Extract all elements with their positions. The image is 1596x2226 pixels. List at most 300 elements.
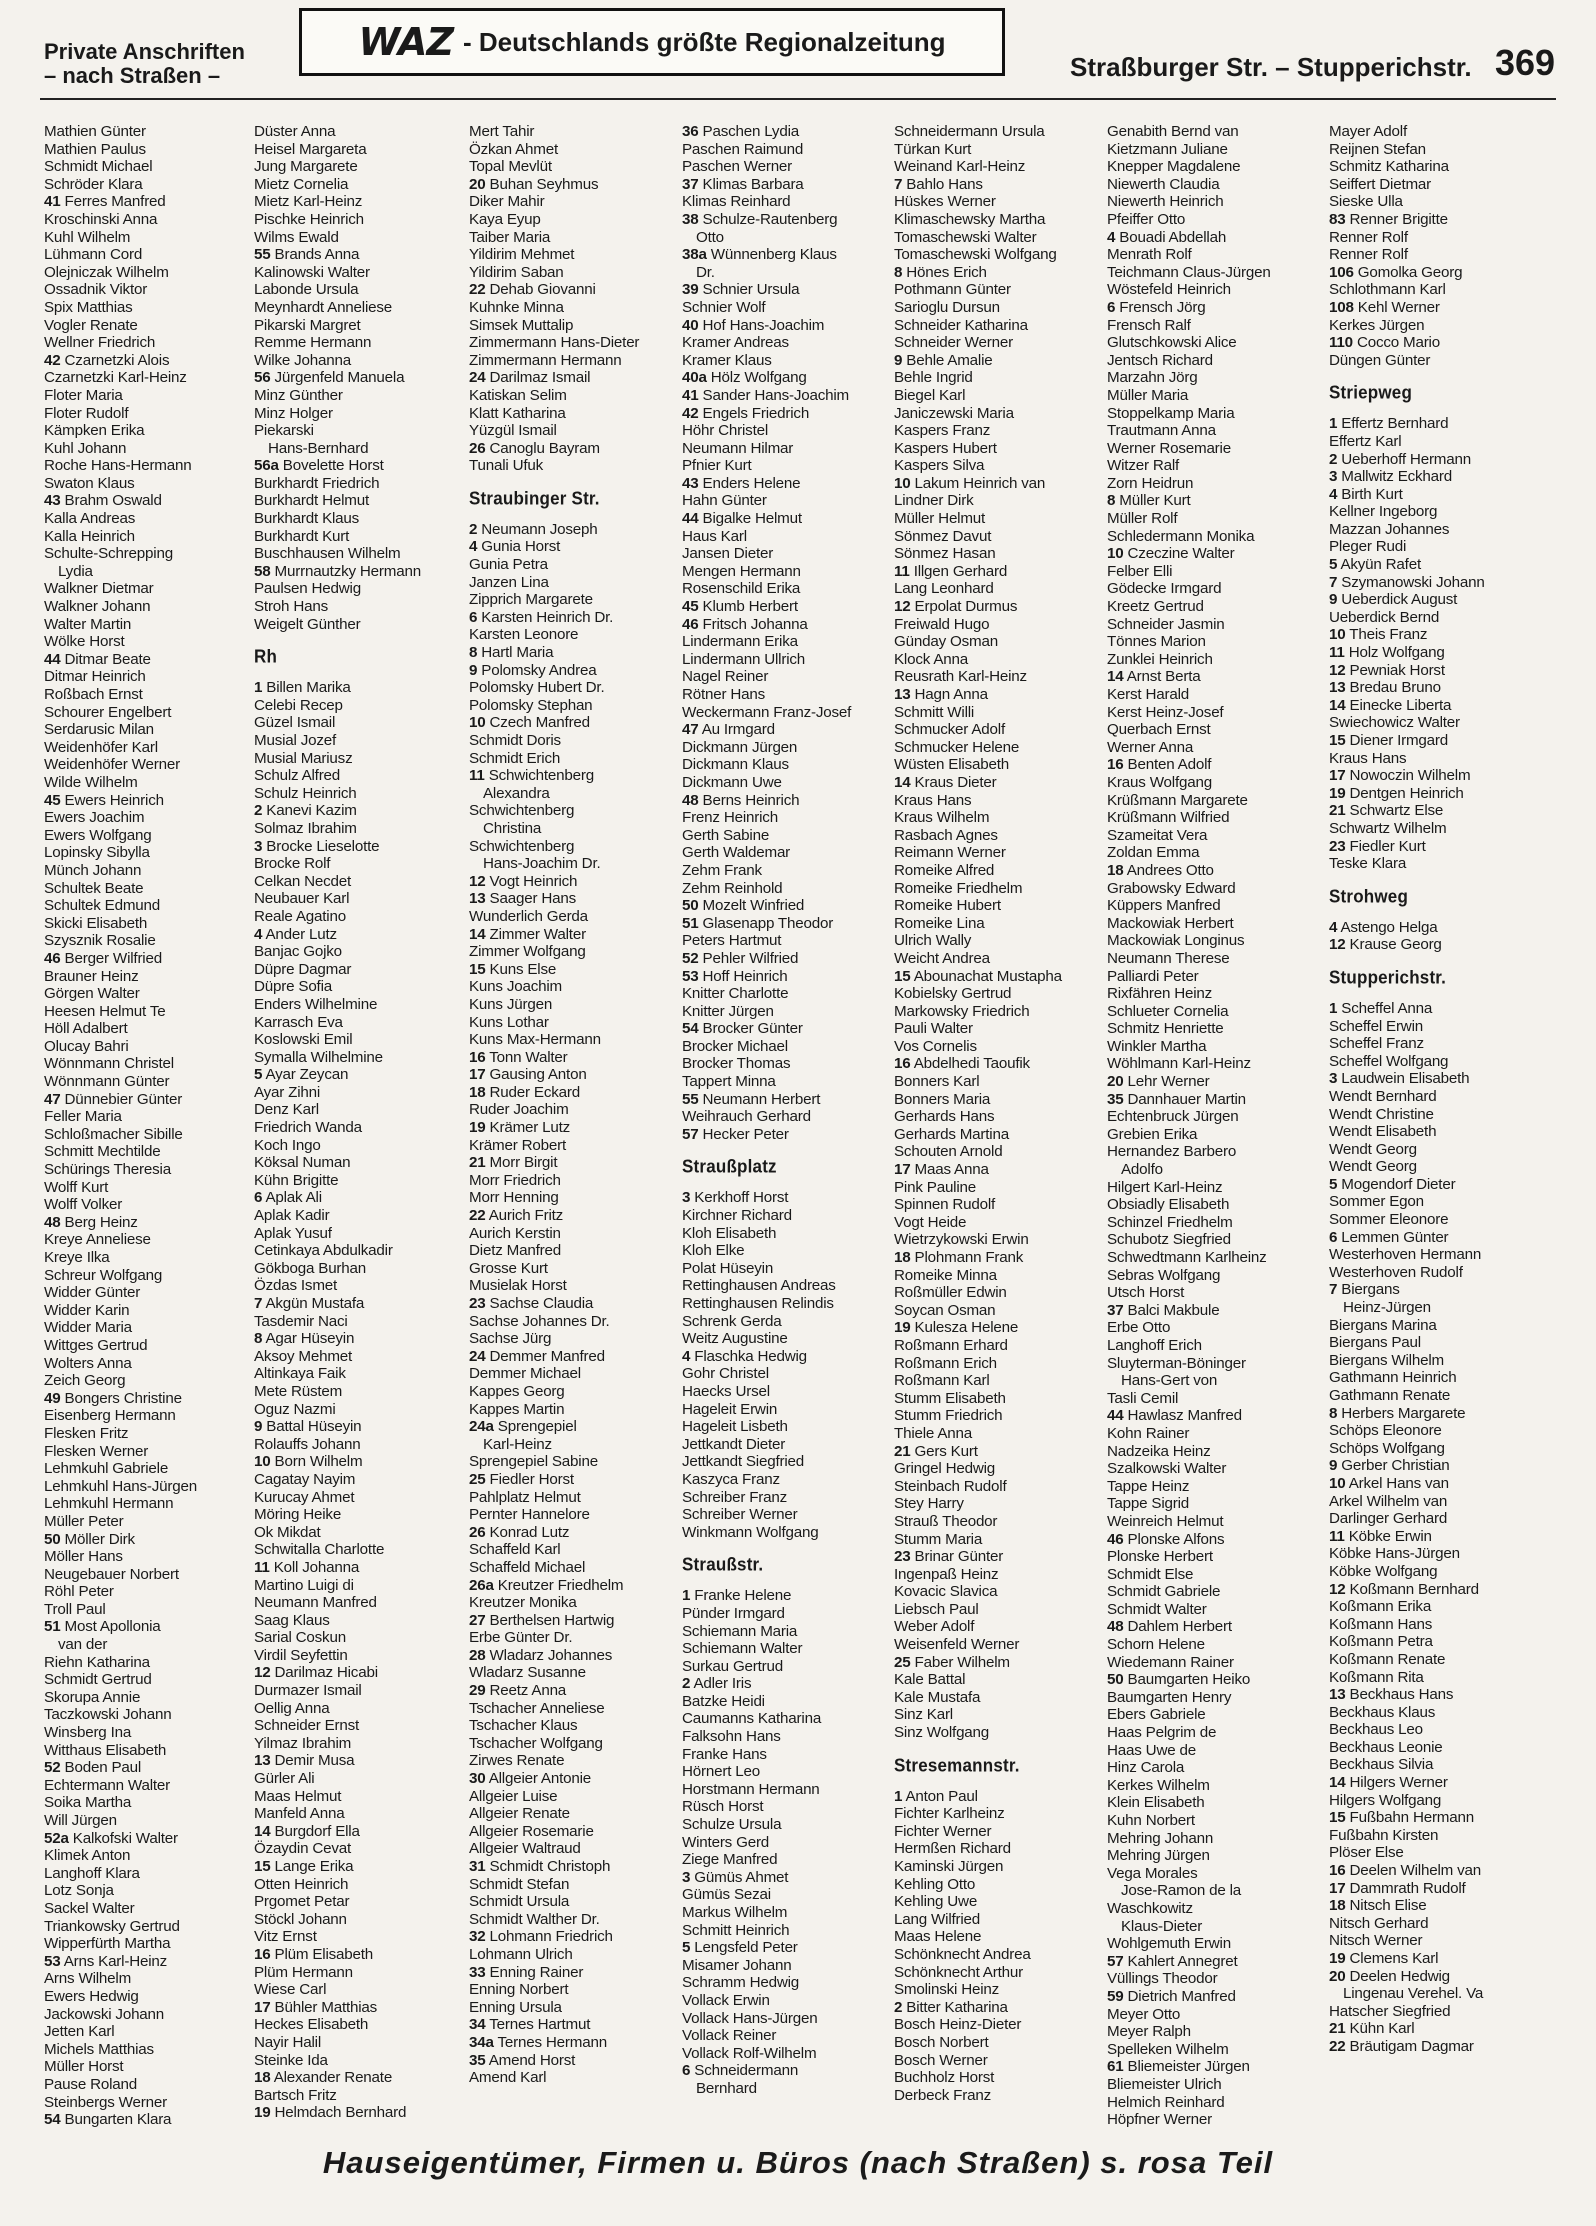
house-number: 30 bbox=[469, 1770, 486, 1788]
house-number: 35 bbox=[469, 2051, 486, 2069]
street-heading: Stupperichstr. bbox=[1329, 966, 1447, 988]
resident-name: Riehn Katharina bbox=[44, 1653, 150, 1671]
resident-name: Markus Wilhelm bbox=[682, 1904, 788, 1921]
directory-entry bbox=[469, 1049, 677, 1067]
directory-entry bbox=[1329, 1915, 1537, 1933]
directory-entry bbox=[894, 932, 1102, 950]
resident-name: Thiele Anna bbox=[894, 1424, 973, 1442]
resident-name: Berthelsen Hartwig bbox=[489, 1611, 615, 1629]
resident-name: Winters Gerd bbox=[682, 1833, 770, 1851]
resident-name: Wendt Georg bbox=[1329, 1158, 1417, 1176]
resident-name: Wendt Bernhard bbox=[1329, 1087, 1437, 1105]
directory-entry bbox=[682, 281, 890, 299]
directory-entry bbox=[1107, 1900, 1315, 1918]
directory-entry bbox=[682, 1365, 890, 1383]
directory-entry bbox=[469, 1876, 677, 1894]
resident-name: Schmucker Adolf bbox=[894, 721, 1005, 739]
resident-name: Kraus Dieter bbox=[914, 773, 997, 791]
house-number: 16 bbox=[1107, 756, 1124, 774]
directory-entry bbox=[254, 714, 462, 732]
directory-entry bbox=[894, 176, 1102, 194]
directory-entry bbox=[254, 176, 462, 194]
resident-name: Szalkowski Walter bbox=[1107, 1460, 1227, 1478]
resident-name: Erpolat Durmus bbox=[914, 598, 1018, 616]
directory-entry bbox=[254, 1788, 462, 1806]
resident-name: Zeich Georg bbox=[44, 1372, 126, 1390]
directory-entry bbox=[682, 1506, 890, 1524]
house-number: 18 bbox=[894, 1249, 911, 1266]
resident-name: Simsek Muttalip bbox=[469, 316, 574, 334]
directory-column bbox=[1107, 123, 1315, 2129]
directory-entry bbox=[44, 1478, 252, 1496]
directory-entry bbox=[469, 978, 677, 996]
resident-name: Reijnen Stefan bbox=[1329, 140, 1426, 158]
directory-entry bbox=[1107, 1302, 1315, 1320]
directory-entry bbox=[1107, 633, 1315, 651]
directory-entry bbox=[469, 2052, 677, 2070]
directory-column bbox=[254, 123, 462, 2122]
resident-name: Ziege Manfred bbox=[682, 1851, 778, 1869]
resident-name: Wönnmann Günter bbox=[44, 1073, 170, 1091]
house-number: 10 bbox=[469, 714, 486, 732]
resident-name: Zorn Heidrun bbox=[1107, 474, 1194, 492]
resident-name: Stoppelkamp Maria bbox=[1107, 404, 1235, 422]
directory-entry bbox=[469, 246, 677, 264]
house-number: 26 bbox=[469, 1523, 486, 1541]
directory-entry bbox=[469, 1664, 677, 1682]
directory-entry bbox=[44, 668, 252, 686]
resident-name: Lehr Werner bbox=[1127, 1073, 1210, 1091]
directory-entry bbox=[254, 475, 462, 493]
resident-name: Tschacher Anneliese bbox=[469, 1699, 605, 1717]
resident-name: Kobielsky Gertrud bbox=[894, 985, 1012, 1003]
resident-name: Demmer Michael bbox=[469, 1365, 581, 1383]
resident-name: Wilke Johanna bbox=[254, 351, 352, 369]
directory-entry bbox=[1329, 1827, 1537, 1845]
directory-entry bbox=[254, 1506, 462, 1524]
resident-name: Vollack Rolf-Wilhelm bbox=[682, 2044, 817, 2062]
resident-name: Brocker Michael bbox=[682, 1037, 788, 1055]
directory-entry bbox=[894, 1267, 1102, 1285]
resident-name: Vüllings Theodor bbox=[1107, 1970, 1218, 1988]
directory-entry bbox=[254, 961, 462, 979]
resident-name: Kahlert Annegret bbox=[1127, 1952, 1238, 1970]
resident-name: Vollack Hans-Jürgen bbox=[682, 2009, 818, 2027]
directory-entry bbox=[682, 1471, 890, 1489]
resident-name: Solmaz Ibrahim bbox=[254, 819, 357, 837]
directory-entry bbox=[894, 844, 1102, 862]
directory-entry bbox=[1329, 468, 1537, 486]
directory-entry bbox=[44, 1794, 252, 1812]
directory-entry bbox=[682, 176, 890, 194]
directory-columns bbox=[44, 123, 1564, 2133]
directory-entry bbox=[682, 1763, 890, 1781]
resident-name: Aplak Ali bbox=[265, 1189, 322, 1207]
directory-entry bbox=[44, 264, 252, 282]
resident-name: Maas Helene bbox=[894, 1928, 982, 1946]
house-number: 45 bbox=[682, 598, 699, 616]
directory-entry bbox=[1329, 1070, 1537, 1088]
resident-name: Topal Mevlüt bbox=[469, 158, 552, 176]
directory-entry bbox=[254, 1946, 462, 1964]
directory-entry bbox=[469, 1788, 677, 1806]
house-number: 9 bbox=[894, 351, 903, 369]
resident-name: Hüskes Werner bbox=[894, 193, 996, 211]
resident-name: Kaspers Hubert bbox=[894, 439, 997, 457]
resident-name: Wellner Friedrich bbox=[44, 334, 156, 352]
directory-entry bbox=[44, 299, 252, 317]
resident-name: Wunderlich Gerda bbox=[469, 907, 588, 925]
resident-name: Echtermann Walter bbox=[44, 1776, 171, 1794]
resident-name: Gökboga Burhan bbox=[254, 1259, 367, 1277]
resident-name: Walter Martin bbox=[44, 615, 132, 633]
resident-name: Kerst Heinz-Josef bbox=[1107, 703, 1224, 721]
directory-entry bbox=[1107, 1865, 1315, 1883]
directory-entry bbox=[682, 880, 890, 898]
house-number: 19 bbox=[469, 1119, 486, 1137]
directory-entry bbox=[469, 1524, 677, 1542]
house-number: 23 bbox=[1329, 837, 1346, 855]
resident-name: Koßmann Hans bbox=[1329, 1615, 1433, 1633]
directory-entry bbox=[469, 1506, 677, 1524]
directory-entry bbox=[469, 890, 677, 908]
resident-name: Walkner Dietmar bbox=[44, 580, 154, 598]
directory-entry bbox=[682, 598, 890, 616]
directory-entry bbox=[1107, 281, 1315, 299]
resident-name: Kühn Brigitte bbox=[254, 1171, 339, 1189]
resident-name: Birth Kurt bbox=[1341, 485, 1403, 503]
resident-name: Roßmann Karl bbox=[894, 1372, 990, 1390]
directory-entry bbox=[894, 1073, 1102, 1091]
directory-entry bbox=[44, 211, 252, 229]
house-number: 22 bbox=[469, 281, 486, 299]
house-number: 44 bbox=[682, 510, 699, 528]
resident-name: Abounachat Mustapha bbox=[913, 967, 1062, 985]
directory-entry bbox=[1107, 563, 1315, 581]
resident-name: Allgeier Renate bbox=[469, 1805, 570, 1823]
resident-name: Roßmann Erich bbox=[894, 1354, 997, 1372]
directory-entry bbox=[1329, 2020, 1537, 2038]
resident-name: Maas Helmut bbox=[254, 1787, 342, 1805]
directory-entry bbox=[894, 475, 1102, 493]
directory-entry bbox=[1107, 1847, 1315, 1865]
house-number: 57 bbox=[1107, 1952, 1124, 1970]
resident-name: Serdarusic Milan bbox=[44, 721, 154, 739]
resident-name: Stey Harry bbox=[894, 1495, 964, 1513]
resident-name: Kuns Joachim bbox=[469, 978, 562, 996]
resident-name: Wüsten Elisabeth bbox=[894, 756, 1009, 774]
resident-name: Rolauffs Johann bbox=[254, 1435, 361, 1453]
directory-entry bbox=[254, 1541, 462, 1559]
resident-name: Freiwald Hugo bbox=[894, 615, 990, 633]
directory-entry bbox=[469, 141, 677, 159]
resident-name: Gathmann Heinrich bbox=[1329, 1369, 1457, 1387]
house-number: 19 bbox=[1329, 784, 1346, 802]
resident-name: Jettkandt Siegfried bbox=[682, 1453, 804, 1471]
directory-entry bbox=[682, 1675, 890, 1693]
resident-name: Klock Anna bbox=[894, 650, 968, 668]
resident-name: Neumann Therese bbox=[1107, 949, 1230, 967]
directory-entry bbox=[254, 1225, 462, 1243]
resident-name: Kehl Werner bbox=[1357, 298, 1440, 316]
resident-name: Skicki Elisabeth bbox=[44, 914, 148, 932]
directory-entry bbox=[894, 1689, 1102, 1707]
directory-entry bbox=[469, 211, 677, 229]
directory-entry bbox=[1329, 1985, 1537, 2003]
resident-name: Plöser Else bbox=[1329, 1844, 1404, 1862]
resident-name: Kraus Hans bbox=[894, 791, 972, 809]
directory-entry bbox=[44, 334, 252, 352]
directory-entry bbox=[682, 1313, 890, 1331]
directory-entry bbox=[1107, 651, 1315, 669]
directory-entry bbox=[894, 1126, 1102, 1144]
resident-name: Musial Jozef bbox=[254, 732, 337, 749]
directory-entry bbox=[1329, 538, 1537, 556]
directory-entry bbox=[469, 369, 677, 387]
resident-name: Pünder Irmgard bbox=[682, 1604, 785, 1622]
resident-name: Müller Kurt bbox=[1119, 492, 1191, 510]
resident-name: Enning Rainer bbox=[489, 1963, 584, 1981]
directory-entry bbox=[254, 1365, 462, 1383]
resident-name: Schultek Edmund bbox=[44, 897, 161, 915]
directory-entry bbox=[1107, 2041, 1315, 2059]
directory-entry bbox=[894, 1601, 1102, 1619]
directory-entry bbox=[1329, 609, 1537, 627]
directory-entry bbox=[682, 1277, 890, 1295]
house-number: 15 bbox=[469, 960, 486, 978]
resident-name: Zimmermann Hans-Dieter bbox=[469, 334, 640, 352]
directory-entry bbox=[1107, 686, 1315, 704]
resident-name: Mathien Paulus bbox=[44, 140, 146, 158]
resident-name: Weicht Andrea bbox=[894, 949, 990, 967]
house-number: 8 bbox=[254, 1330, 263, 1348]
directory-entry bbox=[1107, 299, 1315, 317]
house-number: 3 bbox=[1329, 468, 1338, 486]
resident-name: Düngen Günter bbox=[1329, 351, 1431, 369]
resident-name: Durmazer Ismail bbox=[254, 1682, 362, 1700]
resident-name: Aplak Kadir bbox=[254, 1207, 330, 1225]
resident-name: Batzke Heidi bbox=[682, 1692, 765, 1710]
directory-entry bbox=[1329, 1440, 1537, 1458]
resident-name: Demir Musa bbox=[274, 1752, 355, 1770]
directory-entry bbox=[894, 405, 1102, 423]
resident-name: Dr. bbox=[696, 263, 715, 281]
directory-entry bbox=[254, 2087, 462, 2105]
directory-entry bbox=[254, 1647, 462, 1665]
resident-name: Koßmann Bernhard bbox=[1349, 1580, 1479, 1598]
resident-name: Schaffeld Karl bbox=[469, 1541, 561, 1559]
resident-name: Scheffel Franz bbox=[1329, 1035, 1424, 1053]
directory-entry bbox=[894, 317, 1102, 335]
directory-entry bbox=[44, 193, 252, 211]
directory-entry bbox=[1329, 767, 1537, 785]
resident-name: Kuhl Johann bbox=[44, 439, 127, 457]
resident-name: Romeike Hubert bbox=[894, 897, 1001, 915]
resident-name: Paschen Werner bbox=[682, 158, 793, 176]
directory-entry bbox=[44, 704, 252, 722]
resident-name: Allgeier Antonie bbox=[488, 1770, 592, 1788]
resident-name: Tomaschewski Walter bbox=[894, 228, 1037, 246]
resident-name: Wolff Volker bbox=[44, 1196, 123, 1214]
directory-entry bbox=[44, 352, 252, 370]
directory-entry bbox=[682, 193, 890, 211]
directory-entry bbox=[1107, 2111, 1315, 2129]
directory-entry bbox=[44, 756, 252, 774]
resident-name: Rettinghausen Relindis bbox=[682, 1295, 834, 1312]
house-number: 50 bbox=[682, 897, 699, 915]
resident-name: Weckermann Franz-Josef bbox=[682, 703, 852, 721]
directory-entry bbox=[44, 1284, 252, 1302]
directory-entry bbox=[1107, 2006, 1315, 2024]
resident-name: Rettinghausen Andreas bbox=[682, 1277, 836, 1295]
directory-entry bbox=[254, 1172, 462, 1190]
house-number: 44 bbox=[44, 650, 61, 668]
directory-entry bbox=[254, 767, 462, 785]
resident-name: Stumm Maria bbox=[894, 1530, 983, 1548]
resident-name: Steinke Ida bbox=[254, 2051, 328, 2069]
resident-name: Reusrath Karl-Heinz bbox=[894, 668, 1027, 686]
directory-entry bbox=[469, 1981, 677, 1999]
resident-name: Mietz Cornelia bbox=[254, 175, 349, 193]
resident-name: Bliemeister Jürgen bbox=[1127, 2058, 1250, 2076]
directory-entry bbox=[1107, 1267, 1315, 1285]
directory-entry bbox=[682, 668, 890, 686]
directory-entry bbox=[682, 1746, 890, 1764]
resident-name: Ok Mikdat bbox=[254, 1523, 321, 1541]
directory-entry bbox=[469, 538, 677, 556]
house-number: 51 bbox=[682, 914, 699, 932]
resident-name: Arkel Hans van bbox=[1348, 1474, 1449, 1492]
resident-name: Behle Amalie bbox=[906, 351, 993, 369]
resident-name: Schwedtmann Karlheinz bbox=[1107, 1249, 1267, 1266]
resident-name: Burkhardt Klaus bbox=[254, 510, 360, 528]
house-number: 8 bbox=[894, 263, 903, 281]
directory-entry bbox=[894, 950, 1102, 968]
house-number: 53 bbox=[682, 967, 699, 985]
resident-name: Bliemeister Ulrich bbox=[1107, 2075, 1222, 2093]
resident-name: Michels Matthias bbox=[44, 2040, 154, 2058]
resident-name: Pfnier Kurt bbox=[682, 457, 752, 475]
resident-name: Pischke Heinrich bbox=[254, 210, 364, 228]
resident-name: Hörnert Leo bbox=[682, 1763, 761, 1781]
directory-entry bbox=[44, 1196, 252, 1214]
resident-name: Beckhaus Silvia bbox=[1329, 1756, 1434, 1774]
directory-entry bbox=[894, 1964, 1102, 1982]
house-number: 38 bbox=[682, 210, 699, 228]
resident-name: Jettkandt Dieter bbox=[682, 1435, 786, 1453]
resident-name: Maas Anna bbox=[914, 1161, 989, 1179]
directory-entry bbox=[1107, 1777, 1315, 1795]
resident-name: Ewers Hedwig bbox=[44, 1987, 139, 2005]
directory-entry bbox=[469, 943, 677, 961]
directory-entry bbox=[469, 1577, 677, 1595]
resident-name: Enning Ursula bbox=[469, 1998, 562, 2016]
directory-entry bbox=[894, 1214, 1102, 1232]
resident-name: Stöckl Johann bbox=[254, 1910, 347, 1928]
resident-name: Klimas Reinhard bbox=[682, 193, 791, 211]
resident-name: Romeike Alfred bbox=[894, 861, 995, 879]
resident-name: Kuhl Wilhelm bbox=[44, 228, 131, 246]
house-number: 54 bbox=[44, 2111, 61, 2129]
house-number: 46 bbox=[44, 949, 61, 967]
resident-name: Olucay Bahri bbox=[44, 1037, 129, 1055]
resident-name: Weigelt Günther bbox=[254, 615, 361, 633]
directory-entry bbox=[682, 387, 890, 405]
directory-entry bbox=[1107, 1513, 1315, 1531]
directory-entry bbox=[682, 1489, 890, 1507]
directory-entry bbox=[1329, 1123, 1537, 1141]
directory-entry bbox=[44, 2006, 252, 2024]
directory-entry bbox=[894, 862, 1102, 880]
house-number: 14 bbox=[1329, 1774, 1346, 1792]
directory-entry bbox=[1107, 1126, 1315, 1144]
directory-entry bbox=[254, 855, 462, 873]
directory-entry bbox=[44, 1777, 252, 1795]
directory-entry bbox=[894, 1091, 1102, 1109]
directory-entry bbox=[254, 457, 462, 475]
house-number: 2 bbox=[682, 1675, 691, 1693]
directory-entry bbox=[254, 123, 462, 141]
directory-entry bbox=[1107, 2094, 1315, 2112]
resident-name: Koch Ingo bbox=[254, 1136, 321, 1154]
directory-entry bbox=[469, 317, 677, 335]
house-number: 56 bbox=[254, 369, 271, 387]
directory-entry bbox=[1107, 1407, 1315, 1425]
resident-name: Menrath Rolf bbox=[1107, 246, 1192, 264]
house-number: 7 bbox=[1329, 1281, 1338, 1299]
resident-name: Czarnetzki Alois bbox=[64, 351, 170, 369]
resident-name: Sieske Ulla bbox=[1329, 193, 1403, 211]
directory-entry bbox=[469, 2034, 677, 2052]
directory-entry bbox=[682, 756, 890, 774]
directory-entry bbox=[44, 457, 252, 475]
directory-entry bbox=[1107, 2058, 1315, 2076]
resident-name: Yildirim Mehmet bbox=[469, 246, 575, 264]
directory-entry bbox=[469, 1383, 677, 1401]
directory-entry bbox=[894, 457, 1102, 475]
resident-name: Stroh Hans bbox=[254, 598, 328, 616]
resident-name: Darilmaz Ismail bbox=[489, 369, 591, 387]
resident-name: Dünnebier Günter bbox=[64, 1090, 183, 1108]
directory-entry bbox=[254, 598, 462, 616]
directory-entry bbox=[682, 2010, 890, 2028]
resident-name: Mert Tahir bbox=[469, 123, 535, 140]
directory-entry bbox=[682, 1693, 890, 1711]
directory-entry bbox=[1107, 387, 1315, 405]
resident-name: Zirwes Renate bbox=[469, 1752, 565, 1770]
resident-name: Herbers Margarete bbox=[1341, 1404, 1466, 1422]
directory-entry bbox=[469, 820, 677, 838]
directory-entry bbox=[44, 1143, 252, 1161]
directory-entry bbox=[682, 299, 890, 317]
resident-name: Altinkaya Faik bbox=[254, 1365, 346, 1383]
resident-name: Lindermann Ullrich bbox=[682, 650, 806, 668]
directory-entry bbox=[894, 1407, 1102, 1425]
directory-entry bbox=[44, 1126, 252, 1144]
directory-entry bbox=[682, 1383, 890, 1401]
resident-name: Martino Luigi di bbox=[254, 1576, 354, 1594]
directory-entry bbox=[682, 334, 890, 352]
directory-entry bbox=[682, 1003, 890, 1021]
house-number: 22 bbox=[469, 1207, 486, 1225]
directory-entry bbox=[1107, 422, 1315, 440]
resident-name: Alexandra bbox=[483, 784, 550, 802]
resident-name: Demmer Manfred bbox=[489, 1347, 605, 1365]
directory-entry bbox=[894, 387, 1102, 405]
house-number: 33 bbox=[469, 1963, 486, 1981]
directory-entry bbox=[1107, 457, 1315, 475]
resident-name: Kerst Harald bbox=[1107, 686, 1190, 703]
